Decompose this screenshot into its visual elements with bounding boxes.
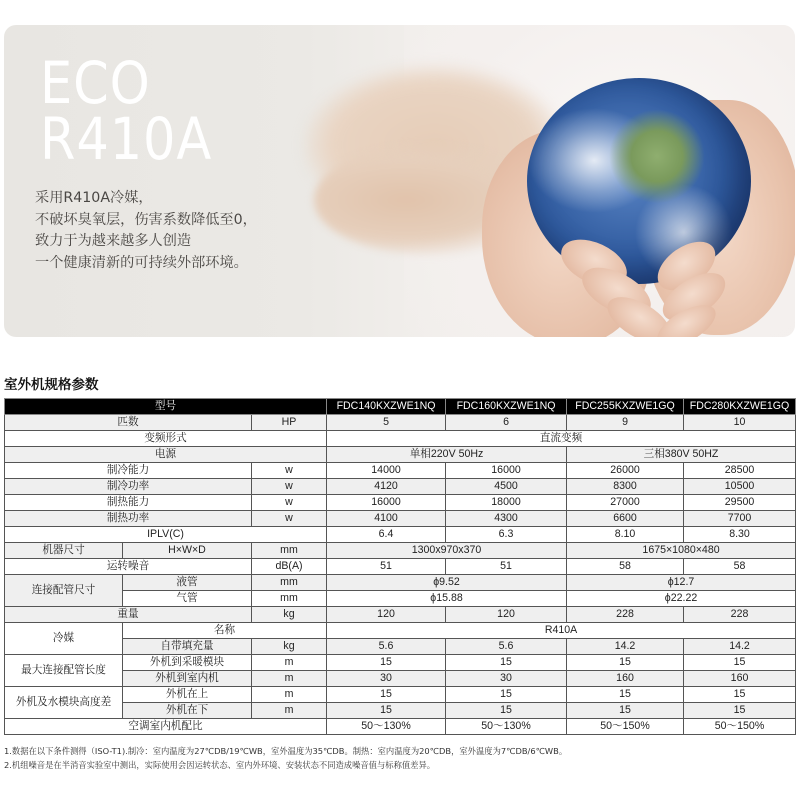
banner-desc-line: 致力于为越来越多人创造: [35, 233, 192, 249]
cell: ϕ22.22: [567, 591, 796, 607]
cell: 14.2: [684, 639, 796, 655]
cell: 15: [327, 655, 446, 671]
table-row-iplv: [5, 527, 796, 543]
table-row-cooling-capacity: [5, 463, 796, 479]
row-sublabel: 液管: [123, 575, 252, 591]
cell: 14000: [327, 463, 446, 479]
cell: 58: [684, 559, 796, 575]
row-sublabel: H×W×D: [123, 543, 252, 559]
cell: 27000: [567, 495, 684, 511]
cell: 50～150%: [567, 719, 684, 735]
row-label: 匹数: [5, 415, 252, 431]
row-sublabel: 外机在下: [123, 703, 252, 719]
table-row-height-above: [5, 687, 796, 703]
cell: 1675×1080×480: [567, 543, 796, 559]
cell: 15: [567, 655, 684, 671]
row-unit: w: [252, 463, 327, 479]
row-unit: kg: [252, 607, 327, 623]
table-row-inverter: [5, 431, 796, 447]
table-row-weight: [5, 607, 796, 623]
row-label: 机器尺寸: [5, 543, 123, 559]
row-unit: w: [252, 495, 327, 511]
cell: 29500: [684, 495, 796, 511]
row-unit: m: [252, 655, 327, 671]
row-unit: dB(A): [252, 559, 327, 575]
cell: 15: [446, 655, 567, 671]
banner-desc-line: 不破坏臭氧层，伤害系数降低至0，: [35, 211, 257, 228]
table-row-hp: [5, 415, 796, 431]
cell: 228: [567, 607, 684, 623]
row-label: 制冷功率: [5, 479, 252, 495]
cell: 5.6: [446, 639, 567, 655]
spec-table: [4, 398, 796, 735]
row-sublabel: 自带填充量: [123, 639, 252, 655]
row-unit: m: [252, 671, 327, 687]
cell: 5: [327, 415, 446, 431]
banner-title: [40, 49, 236, 173]
cell: 51: [446, 559, 567, 575]
row-label: 制冷能力: [5, 463, 252, 479]
section-title: 室外机规格参数: [4, 377, 99, 393]
cell: 8300: [567, 479, 684, 495]
cell: 15: [567, 703, 684, 719]
cell: 15: [446, 687, 567, 703]
table-row-max-pipe-module: [5, 655, 796, 671]
table-row-refrigerant-name: [5, 623, 796, 639]
cell: 三相380V 50HZ: [567, 447, 796, 463]
cell: 50～130%: [327, 719, 446, 735]
table-row-refrigerant-charge: [5, 639, 796, 655]
cell: 50～150%: [684, 719, 796, 735]
footnote: 2.机组噪音是在半消音实验室中测出，实际使用会因运转状态、室内外环境、安装状态不同造成噪音值与标称值差异。: [4, 760, 436, 770]
cell: 120: [327, 607, 446, 623]
cell: 16000: [327, 495, 446, 511]
table-row-heating-capacity: [5, 495, 796, 511]
row-unit: mm: [252, 543, 327, 559]
cell: 6: [446, 415, 567, 431]
row-unit: m: [252, 687, 327, 703]
cell: 18000: [446, 495, 567, 511]
row-unit: kg: [252, 639, 327, 655]
cell: 160: [684, 671, 796, 687]
table-row-cooling-power: [5, 479, 796, 495]
row-label: 电源: [5, 447, 327, 463]
cell: R410A: [327, 623, 796, 639]
cell: 直流变频: [327, 431, 796, 447]
row-unit: HP: [252, 415, 327, 431]
row-label: 制热能力: [5, 495, 252, 511]
banner-title-line2: R410A: [40, 105, 213, 173]
cell: 6600: [567, 511, 684, 527]
row-unit: m: [252, 703, 327, 719]
cell: ϕ12.7: [567, 575, 796, 591]
cell: 10: [684, 415, 796, 431]
row-label: 冷媒: [5, 623, 123, 655]
table-row-pipe-liquid: [5, 575, 796, 591]
cell: 15: [327, 687, 446, 703]
header-model-label: 型号: [5, 399, 327, 415]
cell: 6.4: [327, 527, 446, 543]
cell: 120: [446, 607, 567, 623]
hero-banner: [4, 25, 795, 337]
row-label: 最大连接配管长度: [5, 655, 123, 687]
header-model: FDC160KXZWE1NQ: [446, 399, 567, 415]
cell: 58: [567, 559, 684, 575]
cell: 51: [327, 559, 446, 575]
table-row-ratio: [5, 719, 796, 735]
table-row-power: [5, 447, 796, 463]
row-unit: w: [252, 511, 327, 527]
table-row-noise: [5, 559, 796, 575]
table-header-row: [5, 399, 796, 415]
row-sublabel: 外机在上: [123, 687, 252, 703]
header-model: FDC280KXZWE1GQ: [684, 399, 796, 415]
cell: 4120: [327, 479, 446, 495]
cell: 16000: [446, 463, 567, 479]
cell: 8.30: [684, 527, 796, 543]
row-label: 外机及水模块高度差: [5, 687, 123, 719]
footnotes: [4, 744, 567, 772]
banner-description: [35, 188, 257, 274]
table-row-heating-power: [5, 511, 796, 527]
cell: 7700: [684, 511, 796, 527]
row-label: 重量: [5, 607, 252, 623]
cell: 5.6: [327, 639, 446, 655]
footnote: 1.数据在以下条件测得（ISO-T1).制冷：室内温度为27℃DB/19℃WB，室外温度为35℃DB。制热：室内温度为20℃DB，室外温度为7℃DB/6℃WB。: [4, 746, 568, 756]
row-label: 空调室内机配比: [5, 719, 327, 735]
cell: 15: [567, 687, 684, 703]
row-sublabel: 外机到采暖模块: [123, 655, 252, 671]
header-model: FDC255KXZWE1GQ: [567, 399, 684, 415]
row-label: 连接配管尺寸: [5, 575, 123, 607]
cell: 30: [446, 671, 567, 687]
cell: 1300x970x370: [327, 543, 567, 559]
banner-desc-line: 一个健康清新的可持续外部环境。: [35, 254, 248, 271]
cell: 15: [327, 703, 446, 719]
cell: 6.3: [446, 527, 567, 543]
cell: 28500: [684, 463, 796, 479]
cell: ϕ15.88: [327, 591, 567, 607]
cell: 4300: [446, 511, 567, 527]
cell: 单相220V 50Hz: [327, 447, 567, 463]
row-sublabel: 气管: [123, 591, 252, 607]
cell: 4500: [446, 479, 567, 495]
cell: 30: [327, 671, 446, 687]
cell: 9: [567, 415, 684, 431]
row-unit: mm: [252, 591, 327, 607]
table-row-size: [5, 543, 796, 559]
row-unit: mm: [252, 575, 327, 591]
cell: ϕ9.52: [327, 575, 567, 591]
cell: 26000: [567, 463, 684, 479]
cell: 15: [684, 687, 796, 703]
cell: 10500: [684, 479, 796, 495]
cell: 15: [684, 655, 796, 671]
cell: 50～130%: [446, 719, 567, 735]
row-label: 制热功率: [5, 511, 252, 527]
row-sublabel: 外机到室内机: [123, 671, 252, 687]
cell: 228: [684, 607, 796, 623]
row-label: 运转噪音: [5, 559, 252, 575]
table-row-pipe-gas: [5, 591, 796, 607]
table-row-max-pipe-indoor: [5, 671, 796, 687]
row-unit: w: [252, 479, 327, 495]
row-label: IPLV(C): [5, 527, 327, 543]
cell: 8.10: [567, 527, 684, 543]
cell: 4100: [327, 511, 446, 527]
table-row-height-below: [5, 703, 796, 719]
header-model: FDC140KXZWE1NQ: [327, 399, 446, 415]
row-sublabel: 名称: [123, 623, 327, 639]
cell: 15: [684, 703, 796, 719]
banner-desc-line: 采用R410A冷媒，: [35, 190, 153, 206]
cell: 15: [446, 703, 567, 719]
row-label: 变频形式: [5, 431, 327, 447]
cell: 160: [567, 671, 684, 687]
cell: 14.2: [567, 639, 684, 655]
banner-title-line1: ECO: [40, 49, 151, 117]
